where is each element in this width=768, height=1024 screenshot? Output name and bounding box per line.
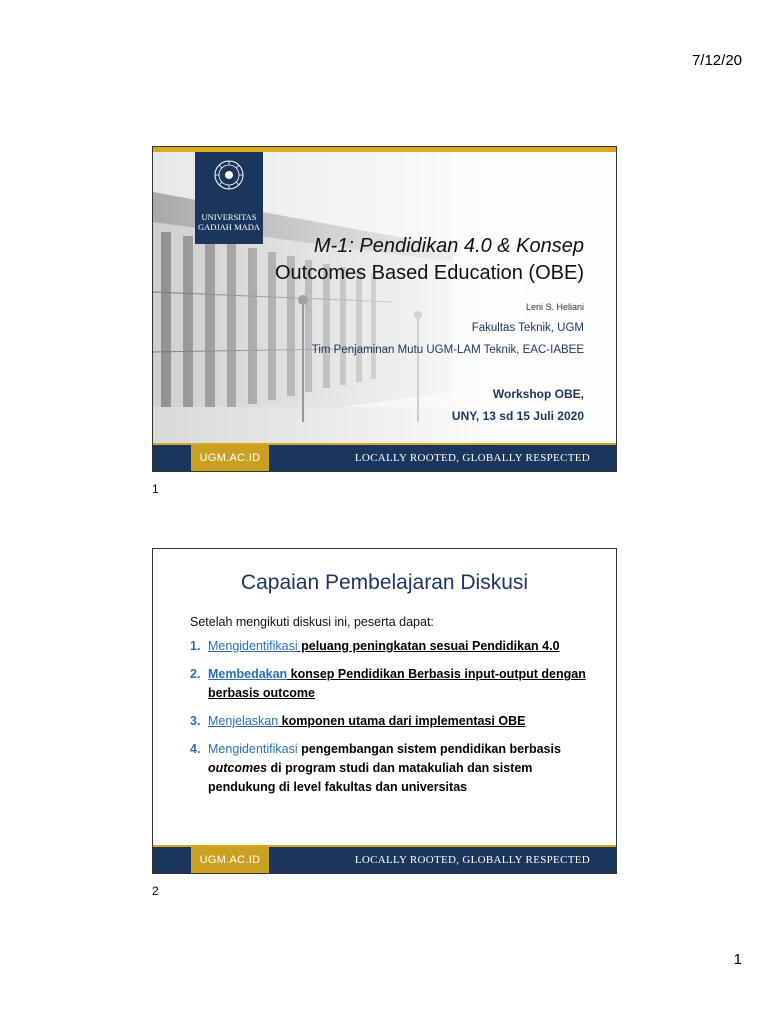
item-verb: Mengidentifikasi (208, 742, 298, 756)
logo-text-line1: UNIVERSITAS (201, 212, 257, 222)
slide-footer (153, 443, 616, 471)
ugm-seal-icon (214, 160, 244, 190)
list-item (190, 740, 600, 797)
slide-1-number: 1 (152, 482, 159, 496)
item-verb: Mengidentifikasi (208, 639, 298, 653)
item-text: komponen utama dari implementasi OBE (278, 714, 526, 728)
item-text: konsep Pendidikan Berbasis input-output dengan berbasis outcome (208, 667, 586, 700)
item-text-end: di program studi dan matakuliah dan sistem pendukung di level fakultas dan universitas (208, 761, 533, 794)
slide-2-title: Capaian Pembelajaran Diskusi (240, 571, 529, 594)
workshop-line-2: UNY, 13 sd 15 Juli 2020 (451, 409, 584, 423)
slide-2-intro: Setelah mengikuti diskusi ini, peserta dapat: (190, 615, 434, 629)
footer-website: UGM.AC.ID (191, 445, 269, 471)
slide-1 (152, 146, 617, 472)
page-number: 1 (733, 951, 742, 968)
item-number: 3. (190, 714, 201, 728)
footer-motto: LOCALLY ROOTED, GLOBALLY RESPECTED (354, 452, 590, 464)
item-number: 2. (190, 667, 201, 681)
page-date: 7/12/20 (691, 52, 742, 69)
ugm-logo (195, 152, 263, 244)
item-text-italic: outcomes (208, 761, 268, 775)
item-text: pengembangan sistem pendidikan berbasis (297, 742, 561, 756)
item-verb: Menjelaskan (208, 714, 279, 728)
title-line-2: Outcomes Based Education (OBE) (274, 262, 584, 284)
item-text: peluang peningkatan sesuai Pendidikan 4.0 (297, 639, 560, 653)
workshop-line-1: Workshop OBE, (492, 387, 584, 401)
affiliation-1: Fakultas Teknik, UGM (471, 322, 584, 334)
item-number: 4. (190, 742, 201, 756)
footer-motto: LOCALLY ROOTED, GLOBALLY RESPECTED (354, 854, 590, 866)
objectives-list (190, 637, 600, 806)
logo-text-line2: GADJAH MADA (197, 222, 261, 232)
slide-2 (152, 548, 617, 874)
slide-1-title (253, 233, 584, 287)
list-item (190, 637, 600, 656)
title-line-1: M-1: Pendidikan 4.0 & Konsep (313, 235, 584, 257)
item-number: 1. (190, 639, 201, 653)
list-item (190, 665, 600, 703)
affiliation-2: Tim Penjaminan Mutu UGM-LAM Teknik, EAC-IABEE (311, 344, 584, 356)
author: Leni S. Heliani (525, 302, 584, 312)
footer-website: UGM.AC.ID (191, 847, 269, 873)
slide-footer (153, 845, 616, 873)
item-verb: Membedakan (208, 667, 288, 681)
list-item (190, 712, 600, 731)
slide-2-number: 2 (152, 884, 159, 898)
